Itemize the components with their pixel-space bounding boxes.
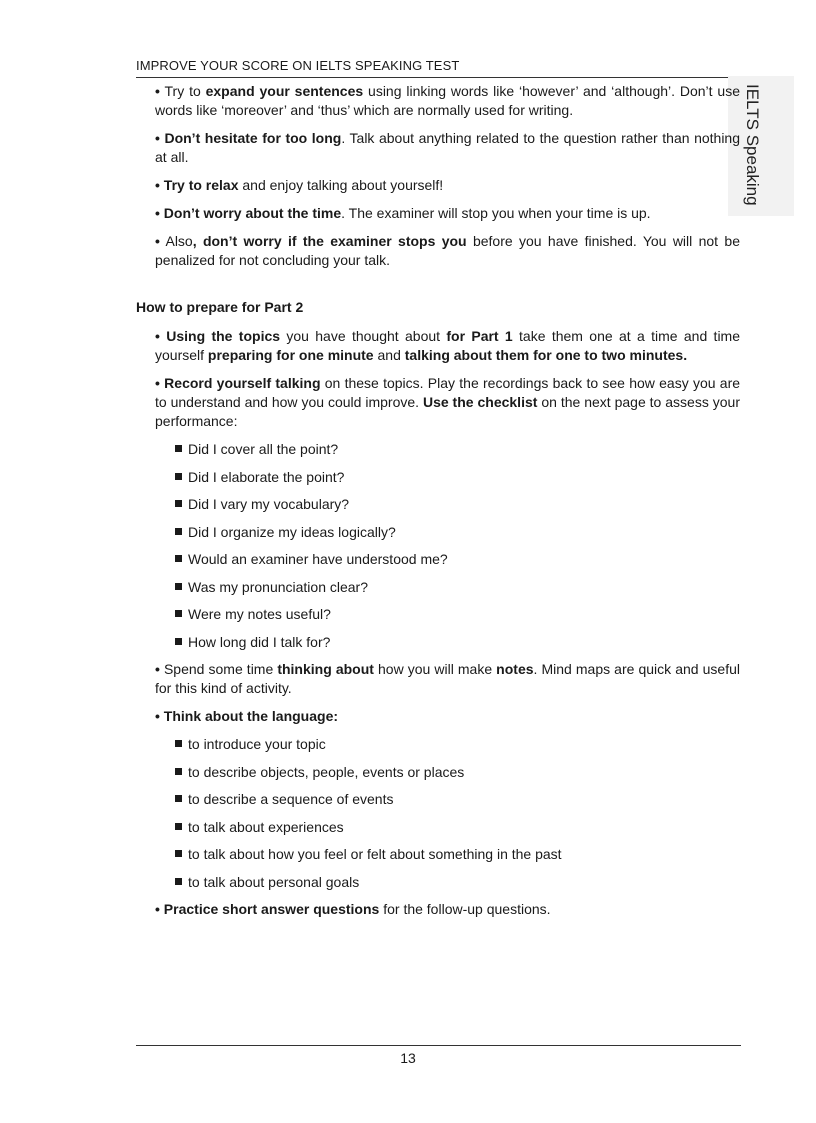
- text: take them one at a time and time yourself: [155, 328, 741, 363]
- bold-text: Record yourself talking: [164, 375, 321, 391]
- square-bullet-icon: [175, 638, 182, 645]
- list-item: [175, 873, 740, 892]
- text: for the follow-up questions.: [379, 901, 551, 917]
- bold-text: Try to relax: [163, 177, 239, 193]
- tip-notes: [155, 660, 740, 698]
- tip-language-heading: [155, 707, 740, 726]
- list-item-text: Was my pronunciation clear?: [188, 578, 369, 595]
- checklist: [136, 440, 740, 652]
- bold-text: notes: [496, 661, 534, 677]
- text: Try to: [159, 83, 206, 99]
- square-bullet-icon: [175, 823, 182, 830]
- list-item: [175, 440, 740, 459]
- bullet-icon: •: [155, 708, 160, 724]
- side-tab-label: IELTS Speaking: [743, 84, 762, 206]
- bold-text: preparing for one minute: [207, 347, 374, 363]
- list-item-text: Did I cover all the point?: [188, 441, 339, 457]
- text: on these topics. Play the recordings back to see how easy you are to understand and how you could improve.: [155, 375, 741, 410]
- list-item-text: How long did I talk for?: [188, 633, 331, 650]
- square-bullet-icon: [175, 795, 182, 802]
- page-number: 13: [400, 1050, 416, 1066]
- bullet-icon: •: [155, 661, 160, 677]
- bold-text: Using the topics: [166, 328, 281, 344]
- list-item: [175, 550, 740, 569]
- list-item: [175, 468, 740, 487]
- list-item-text: to introduce your topic: [188, 736, 326, 752]
- bold-text: for Part 1: [446, 328, 513, 344]
- tip-using-topics: [155, 327, 740, 365]
- list-item: [175, 763, 740, 782]
- tip-record-yourself: [155, 374, 740, 431]
- text: . Talk about anything related to the question rather than nothing at all.: [155, 130, 740, 165]
- list-item-text: to talk about personal goals: [188, 873, 360, 890]
- list-item-text: to describe objects, people, events or places: [188, 763, 465, 780]
- square-bullet-icon: [175, 555, 182, 562]
- list-item: [175, 633, 740, 652]
- bullet-icon: •: [155, 177, 160, 193]
- bullet-icon: •: [155, 375, 160, 391]
- list-item: [175, 605, 740, 624]
- tip-item: [155, 129, 740, 167]
- bold-text: Think about the language:: [163, 708, 339, 724]
- text: Spend some time: [159, 661, 278, 677]
- square-bullet-icon: [175, 500, 182, 507]
- section-heading: How to prepare for Part 2: [136, 299, 304, 315]
- text: you have thought about: [280, 328, 447, 344]
- tip-item: [155, 176, 740, 195]
- list-item: [175, 735, 740, 754]
- bold-text: talking about them for one to two minutes.: [404, 347, 688, 363]
- tip-short-answer: [155, 900, 740, 919]
- square-bullet-icon: [175, 610, 182, 617]
- list-item: [175, 845, 740, 864]
- bullet-icon: •: [155, 233, 160, 249]
- text: Also: [159, 233, 193, 249]
- list-item-text: to talk about how you feel or felt about something in the past: [188, 846, 562, 862]
- bold-text: Don’t hesitate for too long: [164, 130, 342, 146]
- bullet-icon: •: [155, 83, 160, 99]
- square-bullet-icon: [175, 583, 182, 590]
- square-bullet-icon: [175, 768, 182, 775]
- square-bullet-icon: [175, 850, 182, 857]
- tip-item: [155, 232, 740, 270]
- bold-text: Don’t worry about the time: [163, 205, 342, 221]
- list-item: [175, 523, 740, 542]
- list-item-text: Did I elaborate the point?: [188, 468, 345, 485]
- header-rule: [136, 77, 741, 78]
- square-bullet-icon: [175, 445, 182, 452]
- list-item-text: Did I vary my vocabulary?: [188, 496, 350, 512]
- text: and: [373, 347, 405, 363]
- bold-text: expand your sentences: [205, 83, 364, 99]
- bold-text: Practice short answer questions: [163, 901, 380, 917]
- list-item: [175, 790, 740, 809]
- list-item-text: Would an examiner have understood me?: [188, 551, 448, 567]
- list-item-text: Were my notes useful?: [188, 606, 331, 622]
- square-bullet-icon: [175, 878, 182, 885]
- square-bullet-icon: [175, 473, 182, 480]
- footer-rule: [136, 1045, 741, 1046]
- bullet-icon: •: [155, 130, 160, 146]
- bold-text: Use the checklist: [422, 394, 538, 410]
- list-item: [175, 818, 740, 837]
- square-bullet-icon: [175, 528, 182, 535]
- list-item-text: Did I organize my ideas logically?: [188, 523, 396, 540]
- list-item: [175, 578, 740, 597]
- bullet-icon: •: [155, 901, 160, 917]
- list-item-text: to talk about experiences: [188, 818, 344, 835]
- list-item: [175, 495, 740, 514]
- bullet-icon: •: [155, 205, 160, 221]
- text: on the next page to assess your performance:: [155, 394, 740, 429]
- bold-text: thinking about: [277, 661, 374, 677]
- text: how you will make: [373, 661, 497, 677]
- tip-item: [155, 204, 740, 223]
- bullet-icon: •: [155, 328, 160, 344]
- text: using linking words like ‘however’ and ‘although’. Don’t use words like ‘moreover’ and ‘thus’ which are normally used for writing.: [155, 83, 740, 118]
- running-header: IMPROVE YOUR SCORE ON IELTS SPEAKING TEST: [136, 58, 460, 73]
- tip-item: [155, 82, 740, 120]
- bold-text: , don’t worry if the examiner stops you: [192, 233, 467, 249]
- text: . Mind maps are quick and useful for this kind of activity.: [155, 661, 740, 696]
- list-item-text: to describe a sequence of events: [188, 791, 394, 807]
- text: before you have finished. You will not be penalized for not concluding your talk.: [155, 233, 740, 268]
- text: . The examiner will stop you when your time is up.: [341, 205, 651, 221]
- tips-part1-list: [136, 82, 740, 270]
- language-list: [136, 735, 740, 892]
- page-content: [136, 82, 740, 919]
- square-bullet-icon: [175, 740, 182, 747]
- text: and enjoy talking about yourself!: [238, 177, 444, 193]
